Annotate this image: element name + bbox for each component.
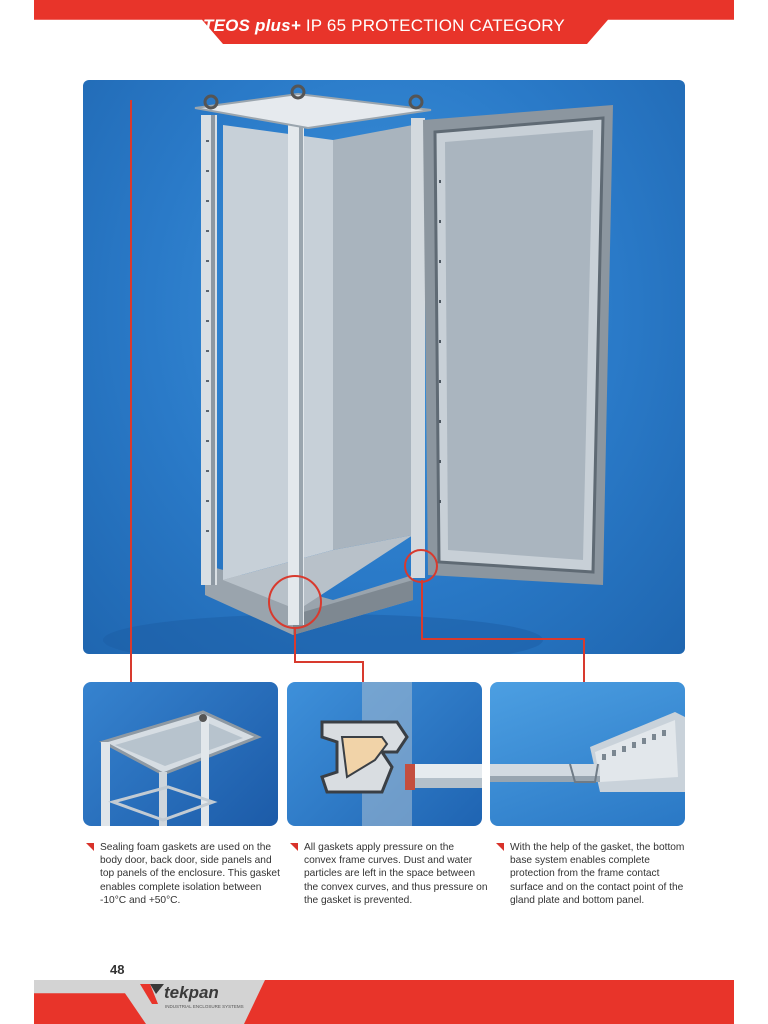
page-number: 48 — [110, 962, 125, 977]
callout-line-right-v2 — [583, 638, 585, 683]
tekpan-logo — [140, 982, 244, 1012]
caption-foam-gaskets — [100, 841, 285, 907]
callout-line-right-v1 — [421, 580, 423, 640]
page-title — [0, 16, 768, 36]
section-title: IP 65 PROTECTION CATEGORY — [305, 16, 565, 35]
cabinet-illustration — [83, 80, 685, 654]
gasket-profile-illustration — [287, 682, 482, 826]
callout-line-left-v — [130, 100, 132, 685]
top-frame-illustration — [83, 682, 278, 826]
callout-line-mid-h — [294, 661, 364, 663]
caption-text: All gaskets apply pressure on the convex frame curves. Dust and water particles are left in the space between the convex curves, and thus pressure on the gasket is prevented. — [304, 842, 488, 906]
caption-convex-curves — [304, 841, 489, 907]
caption-bullet-icon — [290, 843, 298, 851]
logo-wordmark: tekpan — [164, 983, 219, 1002]
callout-line-mid-v1 — [294, 628, 296, 662]
caption-bullet-icon — [496, 843, 504, 851]
caption-bottom-base — [510, 841, 695, 907]
hero-cabinet-photo — [83, 80, 685, 654]
brand-name: TEOS plus+ — [203, 16, 301, 35]
detail-photo-top-frame — [83, 682, 278, 826]
caption-text: Sealing foam gaskets are used on the body door, back door, side panels and top panels of the enclosure. This gasket enables complete isolation between -10°C and +50°C. — [100, 842, 280, 906]
logo-mark-icon — [140, 984, 164, 1006]
bottom-base-illustration — [490, 682, 685, 826]
callout-line-right-h — [421, 638, 585, 640]
caption-text: With the help of the gasket, the bottom base system enables complete protection from the frame contact surface and on the contact point of the gland plate and bottom panel. — [510, 842, 685, 906]
detail-photo-gasket-profile — [287, 682, 482, 826]
detail-photo-bottom-base — [490, 682, 685, 826]
logo-tagline: INDUSTRIAL ENCLOSURE SYSTEMS — [165, 1004, 244, 1009]
callout-line-mid-v2 — [362, 661, 364, 683]
caption-bullet-icon — [86, 843, 94, 851]
